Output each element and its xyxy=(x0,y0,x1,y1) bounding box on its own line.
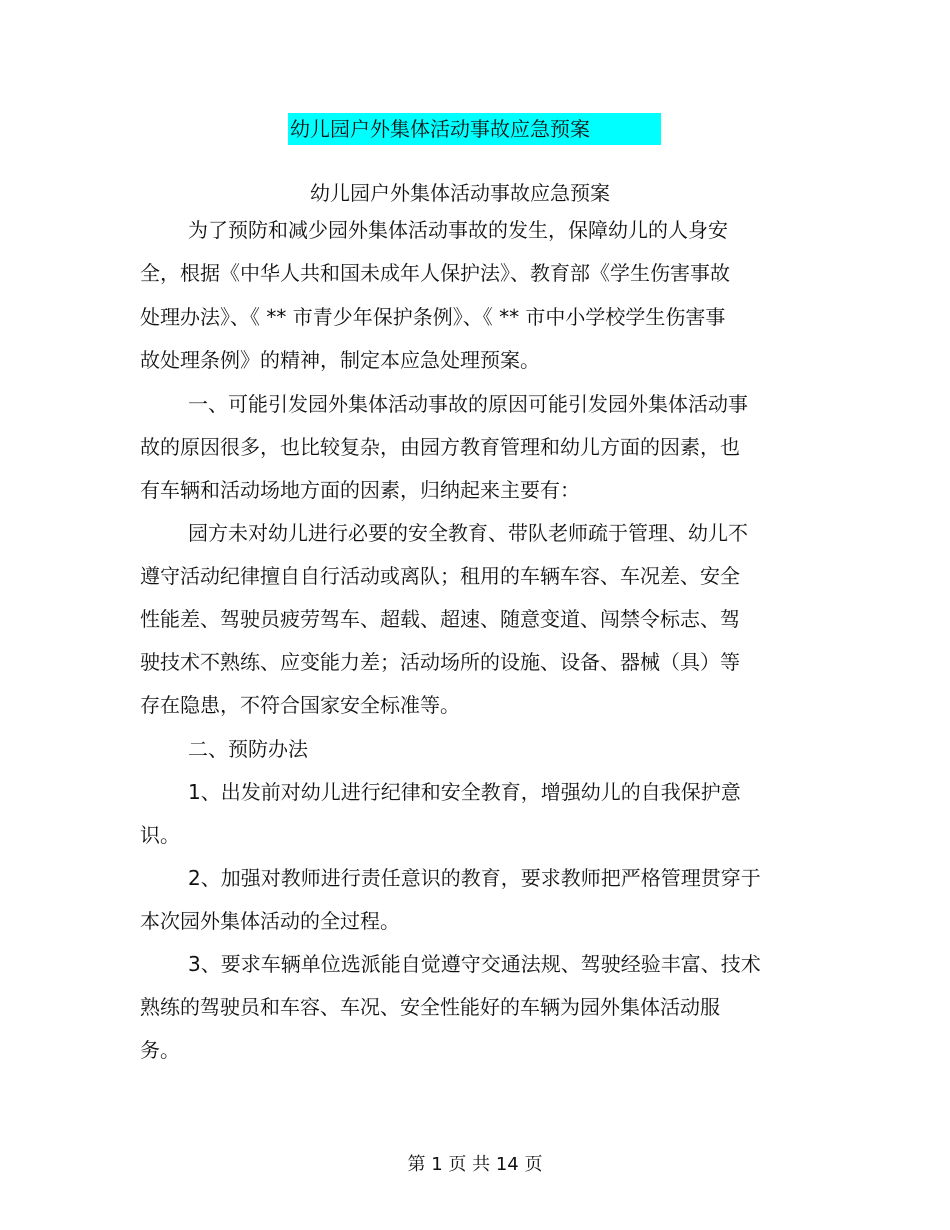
paragraph-line: 性能差、驾驶员疲劳驾车、超载、超速、随意变道、闯禁令标志、驾 xyxy=(140,607,740,631)
page-number-footer: 第 1 页 共 14 页 xyxy=(407,1154,543,1175)
paragraph-line: 本次园外集体活动的全过程。 xyxy=(140,909,400,933)
paragraph-line: 2、加强对教师进行责任意识的教育，要求教师把严格管理贯穿于 xyxy=(188,866,761,890)
paragraph-line: 有车辆和活动场地方面的因素，归纳起来主要有： xyxy=(140,478,580,502)
paragraph-line: 全，根据《中华人共和国未成年人保护法》、教育部《学生伤害事故 xyxy=(140,261,730,285)
paragraph-line: 故处理条例》的精神，制定本应急处理预案。 xyxy=(140,348,540,372)
section-heading: 二、预防办法 xyxy=(188,737,308,761)
paragraph-line: 一、可能引发园外集体活动事故的原因可能引发园外集体活动事 xyxy=(188,392,748,416)
paragraph-line: 故的原因很多，也比较复杂，由园方教育管理和幼儿方面的因素，也 xyxy=(140,435,740,459)
paragraph-line: 3、要求车辆单位选派能自觉遵守交通法规、驾驶经验丰富、技术 xyxy=(188,952,761,976)
paragraph-line: 为了预防和减少园外集体活动事故的发生，保障幼儿的人身安 xyxy=(188,218,728,242)
paragraph-line: 熟练的驾驶员和车容、车况、安全性能好的车辆为园外集体活动服 xyxy=(140,995,720,1019)
paragraph-line: 处理办法》、《 ** 市青少年保护条例》、《 ** 市中小学校学生伤害事 xyxy=(140,305,726,329)
paragraph-line: 务。 xyxy=(140,1038,180,1062)
paragraph-line: 存在隐患，不符合国家安全标准等。 xyxy=(140,693,460,717)
document-title: 幼儿园户外集体活动事故应急预案 xyxy=(290,117,590,141)
paragraph-line: 识。 xyxy=(140,823,180,847)
paragraph-line: 遵守活动纪律擅自自行活动或离队；租用的车辆车容、车况差、安全 xyxy=(140,564,740,588)
document-subtitle: 幼儿园户外集体活动事故应急预案 xyxy=(310,181,610,205)
paragraph-line: 驶技术不熟练、应变能力差；活动场所的设施、设备、器械（具）等 xyxy=(140,650,740,674)
paragraph-line: 1、出发前对幼儿进行纪律和安全教育，增强幼儿的自我保护意 xyxy=(188,780,741,804)
paragraph-line: 园方未对幼儿进行必要的安全教育、带队老师疏于管理、幼儿不 xyxy=(188,521,748,545)
